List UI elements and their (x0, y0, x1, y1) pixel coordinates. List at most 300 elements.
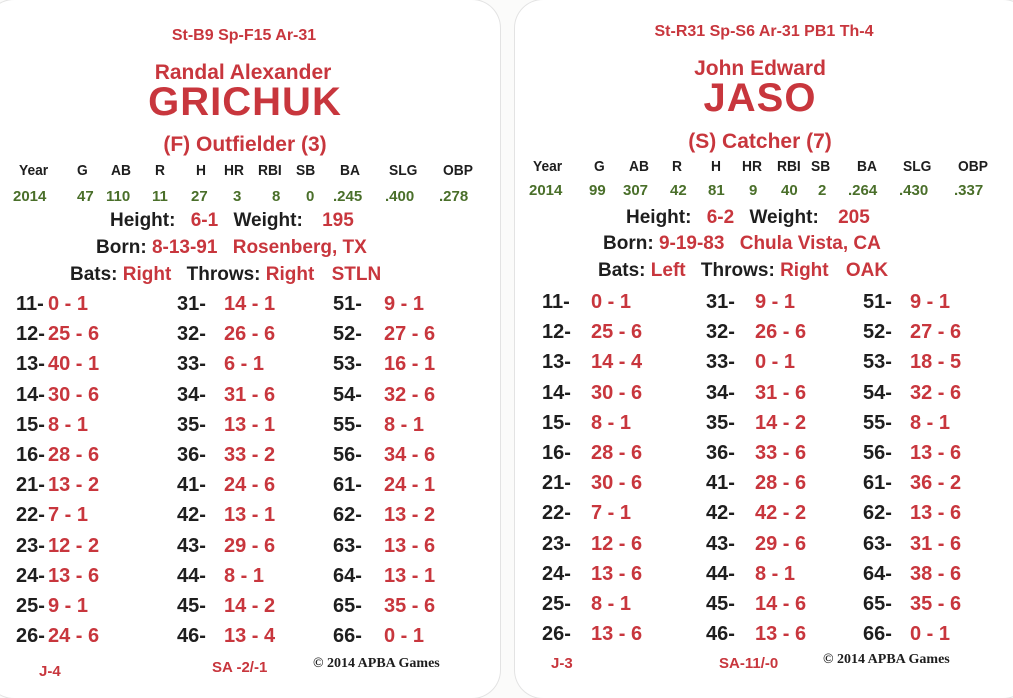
result-row (16, 383, 100, 407)
result-row (177, 595, 276, 618)
result-value: 30 - 6 (48, 383, 100, 406)
result-row (863, 593, 962, 616)
result-row (177, 625, 276, 648)
result-row (706, 562, 796, 586)
dice-roll: 61- (863, 472, 892, 495)
stat-header: RBI (777, 158, 801, 175)
player-position: (S) Catcher (7) (688, 130, 832, 153)
result-value: 9 - 1 (384, 293, 425, 315)
result-value: 35 - 6 (384, 595, 436, 617)
stat-value: .337 (954, 182, 984, 199)
dice-roll: 56- (333, 444, 362, 466)
result-row (542, 472, 643, 495)
stat-header: R (155, 162, 165, 179)
result-value: 14 - 6 (755, 593, 807, 615)
stat-value: .278 (439, 188, 469, 205)
dice-roll: 15- (542, 411, 571, 434)
result-value: 8 - 1 (910, 411, 951, 434)
result-value: 12 - 6 (591, 532, 643, 555)
stat-value: 3 (233, 188, 242, 205)
dice-roll: 51- (333, 293, 362, 315)
dice-roll: 11- (542, 291, 570, 313)
born-place: Rosenberg, TX (232, 237, 367, 258)
result-row (16, 595, 89, 618)
result-row (16, 534, 100, 558)
dice-roll: 12- (16, 323, 45, 346)
dice-roll: 36- (706, 442, 735, 464)
result-value: 28 - 6 (591, 442, 643, 464)
result-value: 13 - 2 (48, 474, 100, 497)
result-row (863, 623, 951, 646)
bats-throws-line (70, 264, 381, 286)
result-value: 0 - 1 (591, 291, 632, 313)
result-value: 32 - 6 (384, 383, 436, 406)
dice-roll: 61- (333, 474, 362, 497)
result-row (863, 562, 962, 586)
team-name: OAK (845, 260, 889, 281)
born-line (603, 233, 881, 255)
result-value: 8 - 1 (591, 411, 632, 434)
result-value: 13 - 6 (910, 442, 962, 464)
result-row (333, 504, 436, 527)
result-value: 13 - 1 (224, 413, 276, 436)
result-row (177, 474, 276, 497)
stat-header: OBP (443, 162, 473, 179)
stat-value: .430 (899, 182, 929, 199)
result-row (706, 502, 807, 525)
result-row (706, 411, 807, 435)
dice-roll: 62- (863, 502, 892, 525)
result-row (863, 442, 962, 465)
result-value: 35 - 6 (910, 593, 962, 615)
stat-value: 2 (818, 182, 827, 199)
dice-roll: 15- (16, 413, 45, 436)
result-value: 14 - 2 (755, 411, 807, 434)
result-row (863, 502, 962, 525)
footer-fielding: J-4 (39, 663, 61, 680)
dice-roll: 54- (863, 381, 892, 404)
result-value: 32 - 6 (910, 381, 962, 404)
result-value: 24 - 1 (384, 474, 436, 497)
result-value: 29 - 6 (224, 534, 276, 557)
dice-roll: 21- (542, 472, 571, 495)
dice-roll: 54- (333, 383, 362, 406)
result-value: 16 - 1 (384, 353, 436, 376)
dice-roll: 63- (333, 534, 362, 557)
dice-roll: 12- (542, 321, 571, 344)
result-value: 13 - 2 (384, 504, 436, 527)
result-value: 8 - 1 (384, 413, 425, 436)
result-value: 40 - 1 (48, 353, 100, 376)
stat-value: 40 (781, 182, 798, 199)
stat-value: 2014 (529, 182, 563, 199)
stat-header: HR (224, 162, 244, 179)
stat-header: AB (629, 158, 649, 175)
dice-roll: 51- (863, 291, 892, 313)
born-place: Chula Vista, CA (739, 233, 881, 254)
result-row (333, 474, 436, 497)
bats-throws-line (598, 260, 888, 282)
result-value: 33 - 6 (755, 442, 807, 464)
stat-header: BA (857, 158, 877, 175)
result-row (542, 623, 643, 646)
stat-value: 307 (623, 182, 649, 199)
result-value: 0 - 1 (384, 625, 425, 648)
result-value: 9 - 1 (755, 291, 796, 313)
result-value: 30 - 6 (591, 472, 643, 495)
born-label: Born: (603, 233, 654, 254)
stat-value: 81 (708, 182, 725, 199)
result-row (706, 291, 796, 314)
dice-roll: 64- (333, 564, 362, 587)
height-label: Height: (626, 207, 692, 228)
weight-value: 205 (838, 207, 870, 228)
result-row (863, 351, 962, 374)
player-card-jaso (515, 0, 1013, 698)
result-value: 9 - 1 (910, 291, 951, 313)
throws-label: Throws: (700, 260, 775, 281)
dice-roll: 63- (863, 532, 892, 555)
dice-roll: 45- (706, 593, 735, 615)
dice-roll: 26- (16, 625, 45, 648)
dice-roll: 44- (706, 562, 735, 585)
dice-roll: 46- (706, 623, 735, 646)
result-row (706, 532, 807, 556)
dice-roll: 35- (177, 413, 206, 436)
stat-value: 8 (272, 188, 281, 205)
stat-value: 0 (306, 188, 315, 205)
result-row (333, 293, 425, 316)
footer-sa: SA -2/-1 (212, 659, 268, 676)
stat-header: SB (296, 162, 316, 179)
result-row (16, 413, 89, 437)
result-row (542, 411, 632, 435)
stat-value: .264 (848, 182, 878, 199)
dice-roll: 42- (706, 502, 735, 525)
result-value: 13 - 6 (591, 562, 643, 585)
stat-header: AB (111, 162, 131, 179)
dice-roll: 36- (177, 444, 206, 466)
dice-roll: 66- (333, 625, 362, 648)
result-row (863, 321, 962, 344)
result-value: 38 - 6 (910, 562, 962, 585)
dice-roll: 33- (177, 353, 206, 376)
height-label: Height: (110, 210, 176, 231)
dice-roll: 14- (542, 381, 571, 404)
result-value: 8 - 1 (224, 564, 265, 587)
result-row (706, 321, 807, 344)
result-row (333, 534, 436, 558)
dice-roll: 42- (177, 504, 206, 527)
born-label: Born: (96, 237, 147, 258)
dice-roll: 53- (333, 353, 362, 376)
result-row (177, 383, 276, 407)
dice-roll: 41- (706, 472, 735, 495)
stat-header: G (594, 158, 605, 175)
stat-header: SB (811, 158, 831, 175)
result-value: 7 - 1 (48, 504, 89, 527)
result-row (333, 625, 425, 648)
dice-roll: 14- (16, 383, 45, 406)
result-row (706, 351, 796, 374)
born-line (96, 237, 367, 259)
result-row (177, 564, 265, 588)
dice-roll: 23- (16, 534, 45, 557)
result-row (542, 321, 643, 344)
result-row (863, 291, 951, 314)
dice-roll: 43- (177, 534, 206, 557)
result-row (16, 504, 89, 527)
result-row (16, 323, 100, 346)
dice-roll: 25- (542, 593, 571, 615)
dice-roll: 24- (542, 562, 571, 585)
dice-roll: 35- (706, 411, 735, 434)
result-value: 13 - 6 (48, 564, 100, 587)
result-value: 24 - 6 (224, 474, 276, 497)
result-value: 34 - 6 (384, 444, 436, 466)
result-row (177, 353, 265, 376)
dice-roll: 13- (542, 351, 571, 374)
result-value: 13 - 1 (224, 504, 276, 527)
stat-header: G (77, 162, 88, 179)
result-value: 13 - 1 (384, 564, 436, 587)
stat-header: H (196, 162, 206, 179)
stat-value: .400 (385, 188, 415, 205)
dice-roll: 13- (16, 353, 45, 376)
dice-roll: 44- (177, 564, 206, 587)
footer-sa: SA-11/-0 (719, 655, 779, 672)
result-row (333, 564, 436, 588)
dice-roll: 64- (863, 562, 892, 585)
dice-roll: 62- (333, 504, 362, 527)
player-last-name: JASO (703, 76, 817, 120)
stat-value: 11 (152, 188, 168, 205)
weight-value: 195 (322, 210, 354, 231)
dice-roll: 16- (16, 444, 45, 466)
dice-roll: 34- (177, 383, 206, 406)
result-row (177, 504, 276, 527)
result-row (16, 625, 100, 648)
height-weight-line (626, 207, 870, 229)
bats-value: Left (650, 260, 686, 281)
dice-roll: 52- (863, 321, 892, 344)
result-value: 13 - 4 (224, 625, 276, 648)
player-card-grichuk (0, 0, 500, 698)
result-row (706, 623, 807, 646)
result-value: 25 - 6 (48, 323, 100, 346)
stat-value: 110 (106, 188, 131, 205)
result-row (16, 444, 100, 467)
dice-roll: 53- (863, 351, 892, 374)
dice-roll: 46- (177, 625, 206, 648)
stat-value: 47 (77, 188, 94, 205)
footer-fielding: J-3 (551, 655, 573, 672)
result-value: 13 - 6 (384, 534, 436, 557)
result-row (706, 472, 807, 495)
result-row (177, 534, 276, 558)
player-first-name: John Edward (694, 57, 826, 80)
stat-header: H (711, 158, 721, 175)
dice-roll: 65- (333, 595, 362, 617)
dice-roll: 21- (16, 474, 45, 497)
result-row (16, 564, 100, 588)
stat-value: 42 (670, 182, 687, 199)
bats-label: Bats: (70, 264, 118, 285)
result-row (16, 474, 100, 497)
player-last-name: GRICHUK (148, 80, 342, 124)
result-value: 13 - 6 (755, 623, 807, 646)
result-value: 25 - 6 (591, 321, 643, 344)
result-value: 29 - 6 (755, 532, 807, 555)
result-row (333, 383, 436, 407)
dice-roll: 23- (542, 532, 571, 555)
result-row (177, 444, 276, 467)
result-row (333, 323, 436, 346)
stat-value: 9 (749, 182, 758, 199)
result-value: 0 - 1 (48, 293, 89, 315)
weight-label: Weight: (749, 207, 819, 228)
stat-header: HR (742, 158, 762, 175)
throws-label: Throws: (186, 264, 261, 285)
result-value: 0 - 1 (910, 623, 951, 646)
weight-label: Weight: (233, 210, 303, 231)
result-row (333, 595, 436, 618)
dice-roll: 65- (863, 593, 892, 615)
result-value: 12 - 2 (48, 534, 100, 557)
result-value: 28 - 6 (755, 472, 807, 495)
card-ratings: St-R31 Sp-S6 Ar-31 PB1 Th-4 (654, 23, 874, 40)
result-value: 33 - 2 (224, 444, 276, 466)
stat-header: R (672, 158, 682, 175)
result-value: 13 - 6 (910, 502, 962, 525)
result-value: 14 - 4 (591, 351, 643, 374)
result-row (706, 442, 807, 465)
result-row (333, 444, 436, 467)
result-value: 26 - 6 (755, 321, 807, 344)
team-name: STLN (331, 264, 382, 285)
height-value: 6-2 (706, 207, 735, 228)
result-value: 8 - 1 (591, 593, 632, 615)
result-value: 28 - 6 (48, 444, 100, 466)
dice-roll: 16- (542, 442, 571, 464)
result-row (863, 381, 962, 405)
dice-roll: 11- (16, 293, 44, 315)
result-value: 27 - 6 (384, 323, 436, 346)
result-value: 30 - 6 (591, 381, 643, 404)
result-value: 14 - 2 (224, 595, 276, 617)
result-row (706, 381, 807, 405)
player-position: (F) Outfielder (3) (163, 133, 327, 156)
stat-header: RBI (258, 162, 282, 179)
result-row (177, 323, 276, 346)
stat-value: 99 (589, 182, 606, 199)
result-row (863, 411, 951, 435)
born-date: 9-19-83 (658, 233, 725, 254)
stat-header: BA (340, 162, 360, 179)
result-row (542, 502, 632, 525)
result-row (333, 413, 425, 437)
result-row (177, 293, 276, 316)
height-weight-line (110, 210, 354, 232)
stat-value: .245 (333, 188, 363, 205)
result-row (542, 593, 632, 616)
dice-roll: 56- (863, 442, 892, 464)
result-value: 9 - 1 (48, 595, 89, 617)
dice-roll: 32- (706, 321, 735, 344)
result-row (177, 413, 276, 437)
dice-roll: 26- (542, 623, 571, 646)
bats-value: Right (122, 264, 172, 285)
result-value: 36 - 2 (910, 472, 962, 495)
result-row (542, 442, 643, 465)
result-row (542, 351, 643, 374)
result-row (333, 353, 436, 376)
result-row (863, 532, 962, 556)
height-value: 6-1 (190, 210, 219, 231)
dice-roll: 55- (863, 411, 892, 434)
dice-roll: 33- (706, 351, 735, 374)
stat-header: Year (533, 158, 563, 175)
throws-value: Right (265, 264, 315, 285)
dice-roll: 34- (706, 381, 735, 404)
result-row (542, 562, 643, 586)
dice-roll: 43- (706, 532, 735, 555)
born-date: 8-13-91 (151, 237, 218, 258)
dice-roll: 66- (863, 623, 892, 646)
result-row (16, 353, 100, 376)
throws-value: Right (780, 260, 829, 281)
stat-header: Year (19, 162, 49, 179)
copyright: © 2014 APBA Games (313, 656, 440, 671)
result-value: 8 - 1 (48, 413, 89, 436)
dice-roll: 31- (706, 291, 735, 313)
result-value: 31 - 6 (910, 532, 962, 555)
bats-label: Bats: (598, 260, 646, 281)
result-value: 42 - 2 (755, 502, 807, 525)
copyright: © 2014 APBA Games (823, 652, 950, 667)
dice-roll: 22- (542, 502, 571, 525)
result-value: 14 - 1 (224, 293, 276, 315)
result-row (863, 472, 962, 495)
dice-roll: 52- (333, 323, 362, 346)
result-value: 0 - 1 (755, 351, 796, 374)
result-value: 27 - 6 (910, 321, 962, 344)
stat-header: SLG (903, 158, 932, 175)
stat-value: 2014 (13, 188, 47, 205)
result-value: 18 - 5 (910, 351, 962, 374)
result-row (542, 381, 643, 405)
dice-roll: 31- (177, 293, 206, 315)
dice-roll: 41- (177, 474, 206, 497)
result-value: 6 - 1 (224, 353, 265, 376)
dice-roll: 25- (16, 595, 45, 617)
dice-roll: 22- (16, 504, 45, 527)
stat-header: OBP (958, 158, 988, 175)
dice-roll: 24- (16, 564, 45, 587)
dice-roll: 45- (177, 595, 206, 617)
result-row (542, 532, 643, 556)
result-row (16, 293, 89, 316)
result-value: 24 - 6 (48, 625, 100, 648)
result-value: 7 - 1 (591, 502, 632, 525)
result-row (542, 291, 632, 314)
result-row (706, 593, 807, 616)
result-value: 13 - 6 (591, 623, 643, 646)
dice-roll: 55- (333, 413, 362, 436)
result-value: 8 - 1 (755, 562, 796, 585)
stat-header: SLG (389, 162, 418, 179)
card-ratings: St-B9 Sp-F15 Ar-31 (171, 27, 317, 44)
